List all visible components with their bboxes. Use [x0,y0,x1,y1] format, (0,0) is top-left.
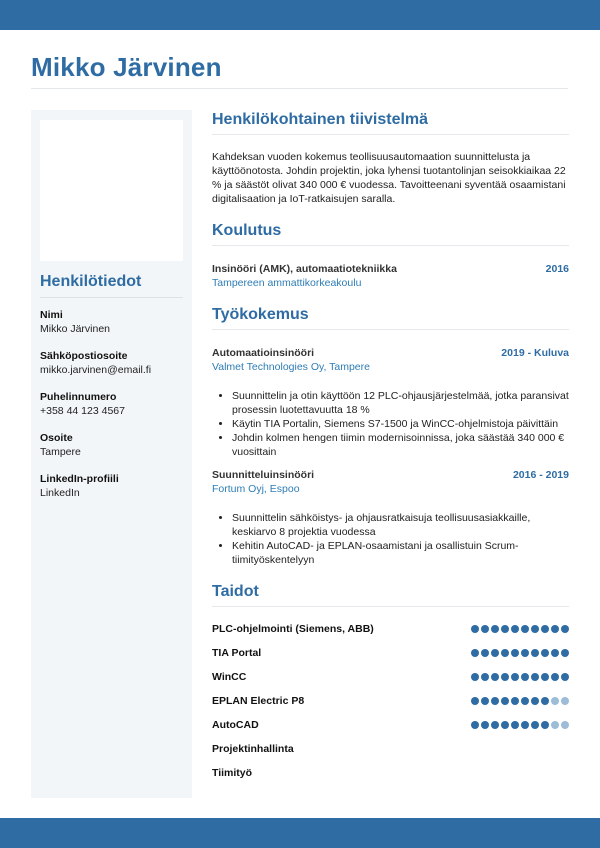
education-entry [212,262,569,290]
graduation-year: 2016 [545,263,569,275]
skill-level-dots [471,673,569,681]
skill-level-dots [471,625,569,633]
entry-header [212,468,569,482]
skill-dot-filled [551,649,559,657]
skill-row [212,761,569,785]
skill-row [212,689,569,713]
skill-dot-filled [511,721,519,729]
skill-dot-filled [531,625,539,633]
experience-entry [212,346,569,459]
skill-dot-filled [481,721,489,729]
field-label: Osoite [40,432,73,444]
skill-name: AutoCAD [212,719,259,731]
summary-section [212,110,569,206]
degree: Insinööri (AMK), automaatiotekniikka [212,263,397,275]
skill-row [212,737,569,761]
skill-dot-filled [501,625,509,633]
field-label: Sähköpostiosoite [40,350,128,362]
skill-name: Tiimityö [212,767,253,779]
skill-dot-empty [561,697,569,705]
skill-level-dots [471,697,569,705]
skill-dot-filled [521,673,529,681]
email-link[interactable]: mikko.jarvinen@email.fi [40,364,152,376]
skill-dot-filled [531,649,539,657]
skill-dot-filled [491,721,499,729]
skill-dot-filled [491,649,499,657]
top-accent-bar [0,0,600,30]
skill-name: WinCC [212,671,247,683]
skill-dot-filled [541,721,549,729]
profile-photo-placeholder [40,120,183,261]
field-label: Nimi [40,309,63,321]
skill-dot-filled [511,673,519,681]
experience-entry [212,468,569,567]
skills-title: Taidot [212,583,259,600]
skill-dot-empty [561,721,569,729]
job-title: Suunnitteluinsinööri [212,469,315,481]
skill-dot-filled [551,625,559,633]
skill-dot-filled [481,697,489,705]
skill-dot-filled [481,673,489,681]
field-label: LinkedIn-profiili [40,473,119,485]
skill-dot-filled [521,625,529,633]
skill-dot-filled [501,721,509,729]
skill-dot-filled [541,649,549,657]
skills-list [212,617,569,785]
skill-level-dots [471,649,569,657]
skill-dot-filled [521,721,529,729]
skill-dot-filled [561,673,569,681]
skill-row [212,713,569,737]
skill-dot-filled [491,697,499,705]
achievement-list [212,389,569,459]
company: Fortum Oyj, Espoo [212,483,300,495]
sidebar [31,110,192,798]
skill-dot-filled [491,625,499,633]
skill-dot-filled [471,721,479,729]
candidate-name: Mikko Järvinen [31,52,222,82]
personal-info-fields [40,308,190,513]
job-dates: 2019 - Kuluva [501,347,569,359]
skill-dot-filled [471,625,479,633]
skill-dot-filled [531,697,539,705]
section-divider [212,329,569,330]
skill-dot-empty [551,697,559,705]
skill-dot-filled [511,625,519,633]
skill-name: EPLAN Electric P8 [212,695,305,707]
skill-row [212,617,569,641]
field-name [40,308,190,336]
summary-title: Henkilökohtainen tiivistelmä [212,111,429,128]
experience-title: Työkokemus [212,306,309,323]
list-item: • Käytin TIA Portalin, Siemens S7-1500 ja WinCC-ohjelmistoja päivittäin [232,417,569,431]
field-email [40,349,190,377]
skill-dot-filled [471,673,479,681]
list-item: • Suunnittelin ja otin käyttöön 12 PLC-ohjausjärjestelmää, jotka paransivat prosessin luotettavuutta 18 % [232,389,569,417]
bottom-accent-bar [0,818,600,848]
skill-dot-filled [501,649,509,657]
field-linkedin [40,472,190,500]
skill-dot-filled [531,673,539,681]
entry-header [212,346,569,360]
experience-section [212,305,569,567]
linkedin-link[interactable]: LinkedIn [40,487,80,499]
skill-dot-filled [541,697,549,705]
skill-dot-filled [521,649,529,657]
skill-dot-filled [501,697,509,705]
entry-header [212,262,569,276]
education-section [212,221,569,290]
list-item: • Johdin kolmen hengen tiimin modernisoinnissa, joka säästää 340 000 € vuosittain [232,431,569,459]
job-title: Automaatioinsinööri [212,347,315,359]
company: Valmet Technologies Oy, Tampere [212,361,370,373]
section-divider [212,606,569,607]
name-divider [31,88,568,89]
skill-level-dots [471,721,569,729]
skill-name: Projektinhallinta [212,743,294,755]
skill-dot-filled [481,649,489,657]
summary-text: Kahdeksan vuoden kokemus teollisuusautomaation suunnittelusta ja käyttöönotosta. Johdin projektin, joka lyhensi tuotantolinjan seisokkiaikaa 22 % ja säästöt olivat 340 000 € vuodessa. Tavoitteenani syventää osaamistani digitalisaation ja IoT-ratkaisujen saralla. [212,151,566,205]
achievement-list [212,511,569,567]
list-item: • Kehitin AutoCAD- ja EPLAN-osaamistani ja osallistuin Scrum-tiimityöskentelyyn [232,539,569,567]
skill-dot-filled [471,649,479,657]
job-dates: 2016 - 2019 [512,469,569,481]
skill-dot-filled [501,673,509,681]
field-value: +358 44 123 4567 [40,405,125,417]
skill-name: PLC-ohjelmointi (Siemens, ABB) [212,623,374,635]
sidebar-divider [40,297,183,298]
skill-dot-filled [551,673,559,681]
skill-dot-filled [511,697,519,705]
skill-row [212,665,569,689]
main-content [212,110,569,785]
skill-dot-filled [561,625,569,633]
skill-dot-filled [561,649,569,657]
field-phone [40,390,190,418]
skill-dot-empty [551,721,559,729]
list-item: • Suunnittelin sähköistys- ja ohjausratkaisuja teollisuusasiakkaille, keskiarvo 8 projektia vuodessa [232,511,569,539]
school: Tampereen ammattikorkeakoulu [212,277,362,289]
skill-dot-filled [531,721,539,729]
field-label: Puhelinnumero [40,391,117,403]
skill-dot-filled [471,697,479,705]
field-value: Mikko Järvinen [40,323,111,335]
section-divider [212,134,569,135]
skill-dot-filled [521,697,529,705]
skill-dot-filled [541,625,549,633]
field-address [40,431,190,459]
skill-dot-filled [511,649,519,657]
skill-row [212,641,569,665]
personal-info-title: Henkilötiedot [40,273,142,290]
skills-section [212,582,569,785]
skill-dot-filled [491,673,499,681]
field-value: Tampere [40,446,81,458]
education-title: Koulutus [212,222,282,239]
skill-name: TIA Portal [212,647,262,659]
skill-dot-filled [541,673,549,681]
skill-dot-filled [481,625,489,633]
section-divider [212,245,569,246]
